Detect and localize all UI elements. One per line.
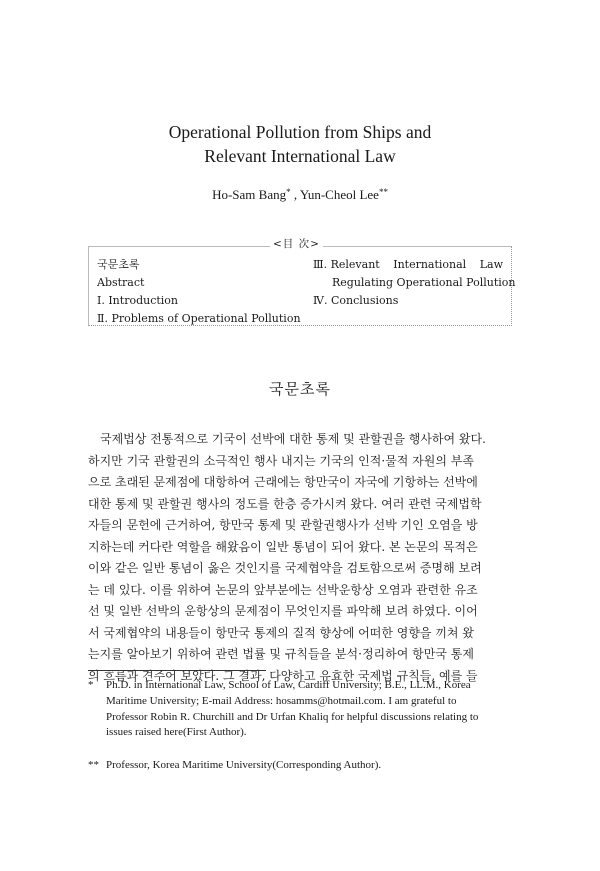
section-title-korean-abstract: 국문초록 xyxy=(269,380,331,398)
toc-item-abstract[interactable]: Abstract xyxy=(97,276,145,289)
body-line: 대한 통제 및 관할권 행사의 정도를 한층 증가시켜 왔다. 여러 관련 국제법학 xyxy=(88,496,482,511)
footnote-line: Professor Robin R. Churchill and Dr Urfan Khaliq for helpful discussions relating to xyxy=(106,710,479,723)
footnote-2-text xyxy=(106,758,512,774)
toc-item-korean-abstract[interactable]: 국문초록 xyxy=(97,258,140,271)
toc-item-relevant-law-word-1: Ⅲ. Relevant xyxy=(313,258,380,271)
footnote-2 xyxy=(88,758,512,774)
body-line: 는지를 알아보기 위하여 관련 법률 및 규칙들을 분석·정리하여 항만국 통제 xyxy=(88,647,474,661)
author-separator: , xyxy=(290,187,300,202)
korean-abstract-body xyxy=(88,429,512,687)
toc-item-introduction[interactable]: Ⅰ. Introduction xyxy=(97,294,179,307)
footnote-separator xyxy=(88,670,266,671)
toc-item-relevant-law[interactable] xyxy=(313,256,503,274)
paper-title-line-2: Relevant International Law xyxy=(204,146,396,166)
body-line: 의 흐름과 견주어 보았다. 그 결과, 다양하고 유효한 국제법 규칙들, 예를 들 xyxy=(88,668,478,683)
body-line: 이와 같은 일반 통념이 옳은 것인지를 국제협약을 검토함으로써 증명해 보려 xyxy=(88,561,482,575)
footnote-1-text xyxy=(106,678,512,741)
toc-right-column xyxy=(313,256,516,310)
toc-item-relevant-law-word-2: International xyxy=(393,258,467,271)
body-line: 선 및 일반 선박의 운항상의 문제점이 무엇인지를 파악해 보려 하였다. 이어 xyxy=(88,604,478,618)
author-1-name: Ho-Sam Bang xyxy=(212,187,287,202)
toc-left-column xyxy=(97,256,301,328)
body-line: 자들의 문헌에 근거하여, 항만국 통제 및 관할권행사가 선박 기인 오염을 방 xyxy=(88,518,478,532)
toc-item-conclusions[interactable]: Ⅳ. Conclusions xyxy=(313,294,399,307)
author-2-footnote-mark[interactable]: ** xyxy=(378,187,388,197)
footnote-1-mark: * xyxy=(88,679,94,691)
author-2-name: Yun-Cheol Lee xyxy=(299,187,379,202)
footnote-line: Professor, Korea Maritime University(Corresponding Author). xyxy=(106,759,382,771)
footnote-2-mark: ** xyxy=(88,759,99,771)
body-line: 는 데 있다. 이를 위하여 논문의 앞부분에는 선박운항상 오염과 관련한 유조 xyxy=(88,582,478,597)
footnote-line: Maritime University; E-mail Address: hosamms@hotmail.com. I am grateful to xyxy=(106,694,457,707)
paper-title xyxy=(0,120,600,168)
author-line xyxy=(0,187,600,203)
toc-item-problems[interactable]: Ⅱ. Problems of Operational Pollution xyxy=(97,312,301,325)
body-line: 하지만 기국 관할권의 소극적인 행사 내지는 기국의 인적·물적 자원의 부족 xyxy=(88,453,474,468)
footnote-line: issues raised here(First Author). xyxy=(106,726,247,739)
body-line: 으로 초래된 문제점에 대항하여 근래에는 항만국이 자국에 기항하는 선박에 xyxy=(88,475,478,489)
body-line: 서 국제협약의 내용들이 항만국 통제의 질적 향상에 어떠한 영향을 끼쳐 왔 xyxy=(88,625,474,640)
footnote-line: Ph.D. in International Law, School of Law, Cardiff University; B.E., LL.M., Korea xyxy=(106,679,471,691)
body-line: 지하는데 커다란 역할을 해왔음이 일반 통념이 되어 왔다. 본 논문의 목적은 xyxy=(88,539,478,554)
body-line: 국제법상 전통적으로 기국이 선박에 대한 통제 및 관할권을 행사하여 왔다. xyxy=(100,432,486,446)
toc-item-relevant-law-continuation[interactable]: Regulating Operational Pollution xyxy=(332,276,516,289)
paper-title-line-1: Operational Pollution from Ships and xyxy=(168,122,432,142)
footnote-1 xyxy=(88,678,512,741)
toc-item-relevant-law-word-3: Law xyxy=(479,258,503,271)
toc-heading: <目 次> xyxy=(270,236,323,251)
author-1-footnote-mark[interactable]: * xyxy=(286,187,291,197)
